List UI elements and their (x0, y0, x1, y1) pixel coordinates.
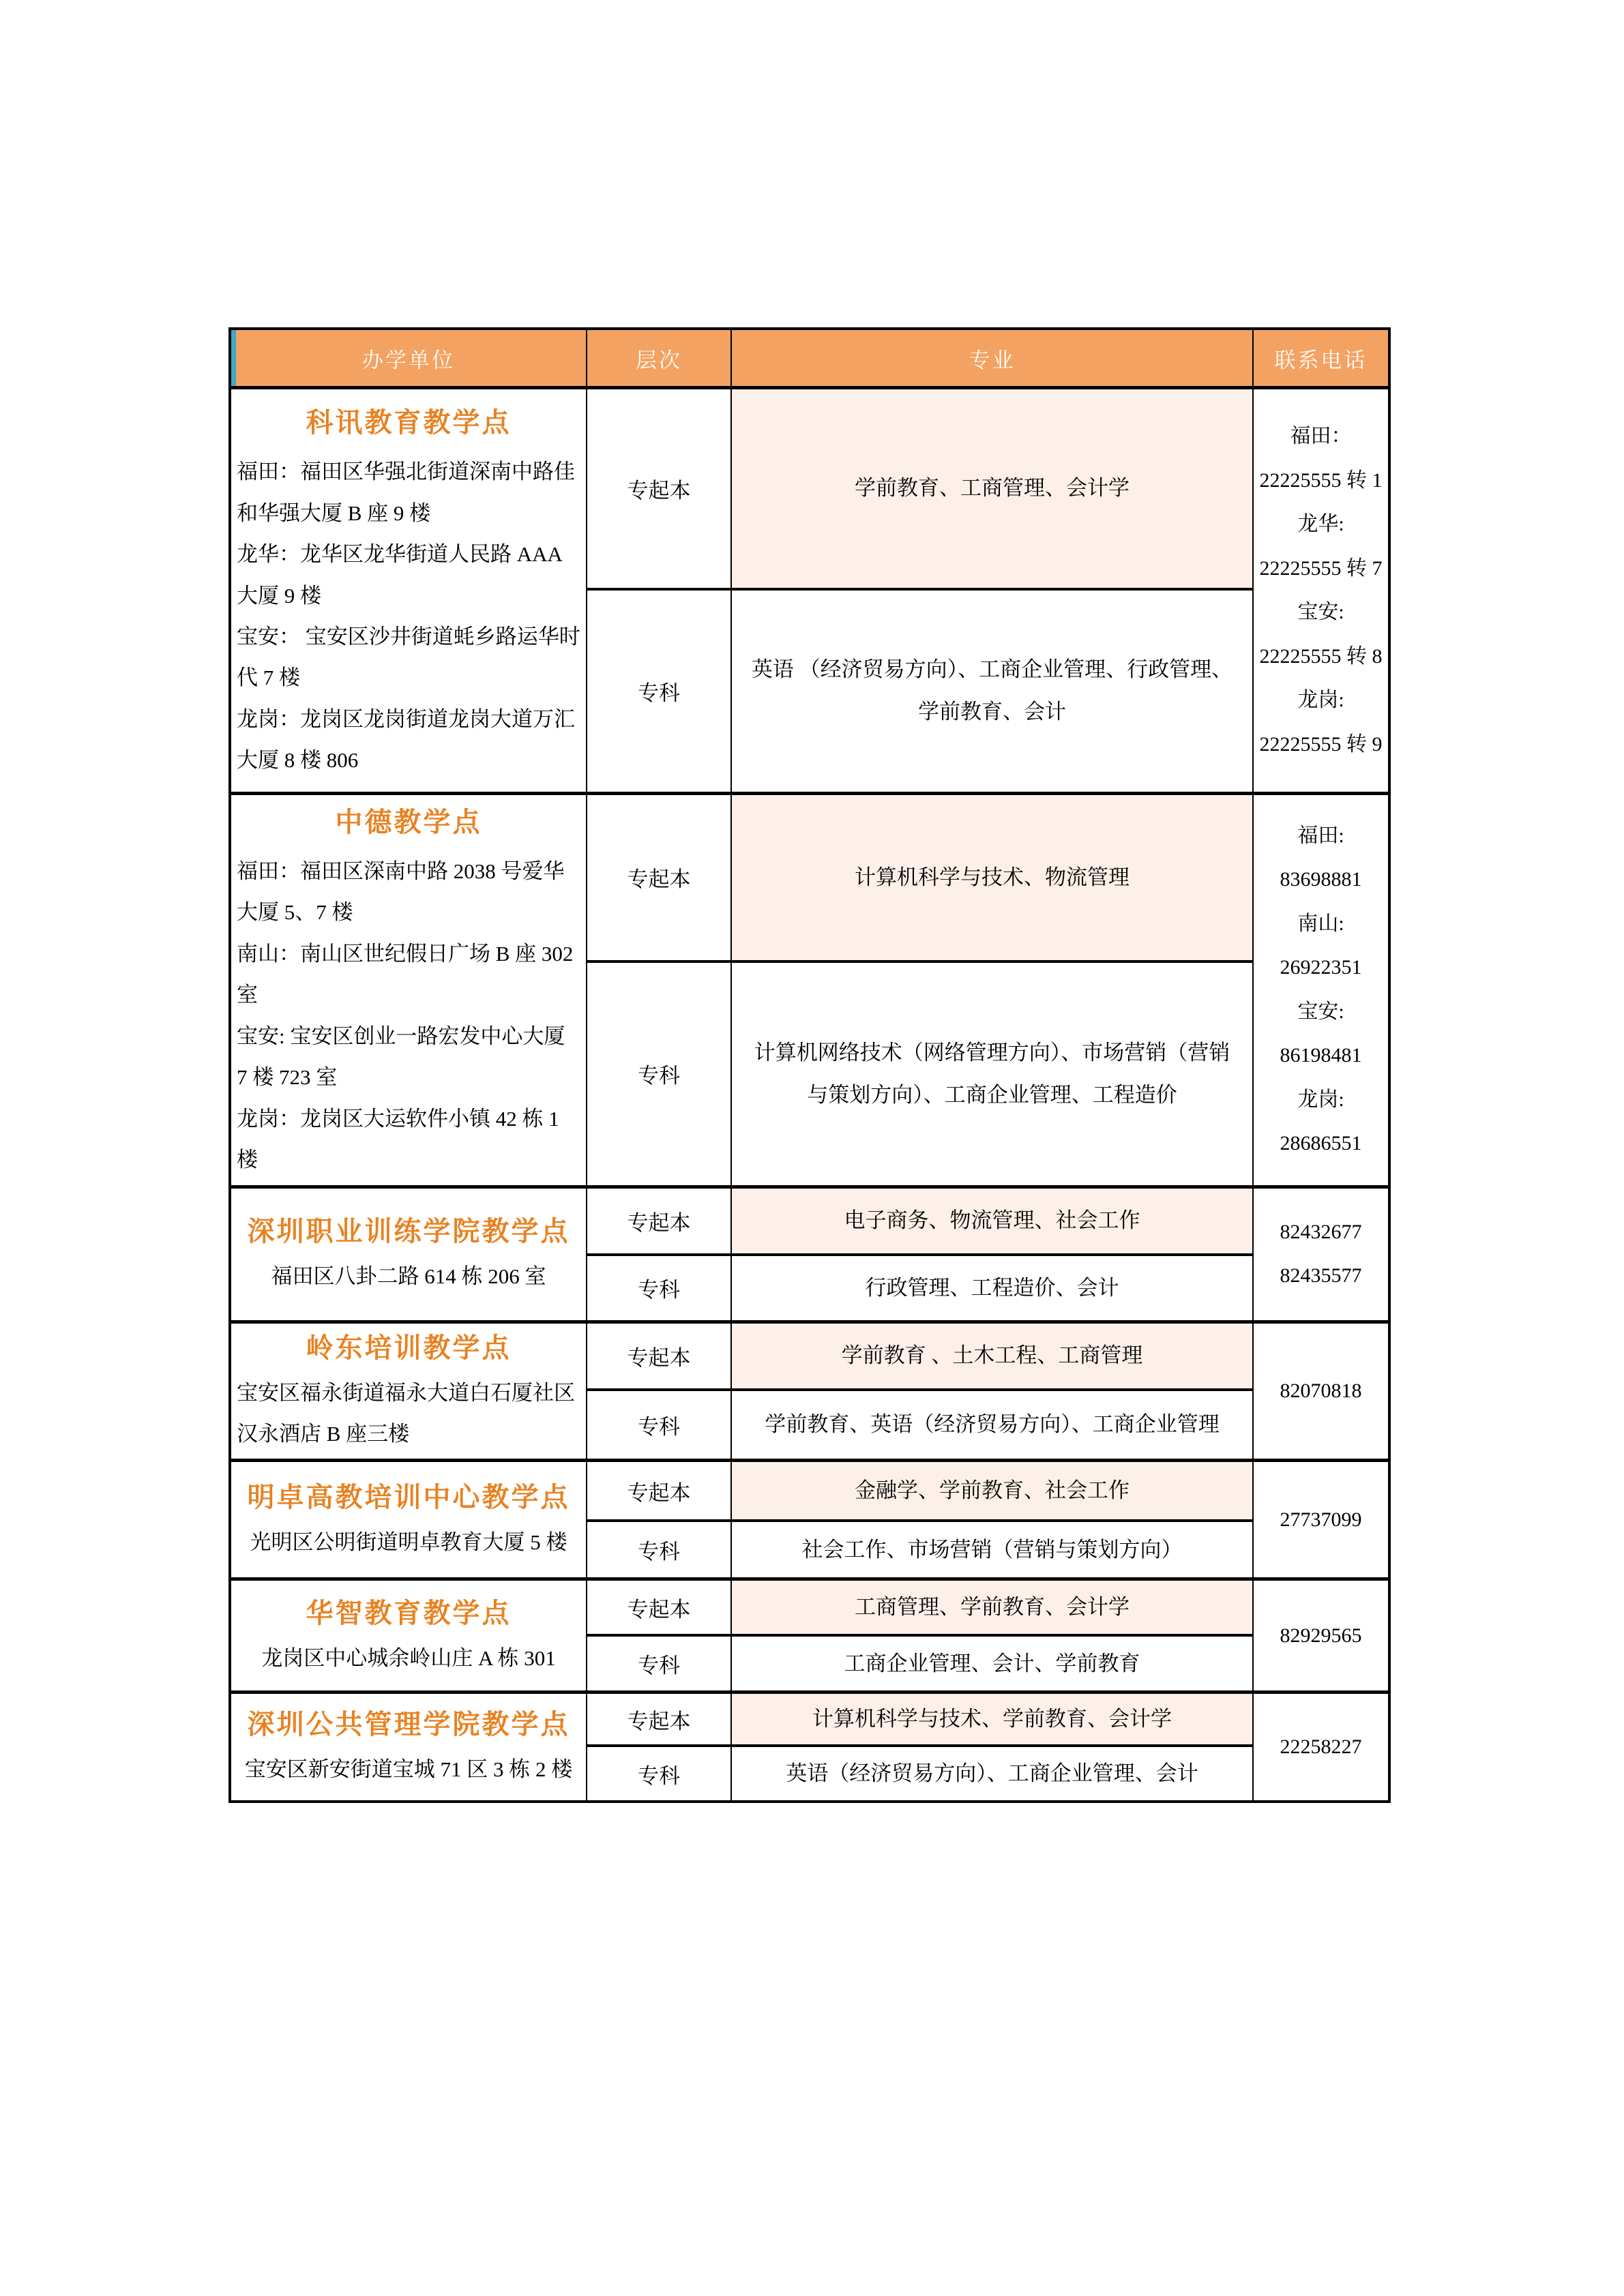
major-cell: 工商企业管理、会计、学前教育 (731, 1635, 1253, 1693)
level-cell: 专科 (587, 1746, 731, 1802)
phone-line: 82435577 (1280, 1264, 1362, 1287)
phone-cell (1253, 1461, 1389, 1579)
phone-line: 福田: (1297, 824, 1344, 847)
header-cell-phone (1253, 329, 1389, 388)
phone-line: 82929565 (1280, 1624, 1362, 1647)
table-row (230, 1322, 1389, 1390)
phone-line: 宝安: (1297, 1000, 1344, 1023)
unit-address: 宝安: 宝安区创业一路宏发中心大厦 7 楼 723 室 (237, 1024, 565, 1090)
major-cell: 社会工作、市场营销（营销与策划方向） (731, 1521, 1253, 1579)
unit-address: 龙岗区中心城余岭山庄 A 栋 301 (261, 1645, 556, 1670)
unit-cell (230, 1187, 587, 1322)
level-cell: 专起本 (587, 1187, 731, 1255)
header-label-level: 层次 (636, 348, 682, 372)
unit-address: 南山：南山区世纪假日广场 B 座 302 室 (237, 941, 574, 1007)
phone-line: 南山: (1297, 912, 1344, 935)
unit-address: 龙岗：龙岗区龙岗街道龙岗大道万汇大厦 8 楼 806 (237, 706, 575, 773)
unit-title: 中德教学点 (335, 807, 482, 837)
level-cell: 专科 (587, 1255, 731, 1322)
level-cell: 专科 (587, 1390, 731, 1461)
header-label-phone: 联系电话 (1274, 348, 1368, 372)
unit-title: 明卓高教培训中心教学点 (247, 1481, 570, 1512)
phone-line: 龙岗: (1297, 1088, 1344, 1111)
header-label-unit: 办学单位 (362, 348, 455, 372)
phone-line: 82070818 (1280, 1379, 1362, 1402)
phone-line: 22258227 (1280, 1735, 1362, 1759)
level-cell: 专起本 (587, 1322, 731, 1390)
unit-address: 福田：福田区深南中路 2038 号爱华大厦 5、7 楼 (237, 859, 565, 925)
phone-line: 86198481 (1280, 1044, 1362, 1067)
level-cell: 专起本 (587, 388, 731, 589)
phone-line: 82432677 (1280, 1220, 1362, 1243)
unit-title: 科讯教育教学点 (306, 407, 512, 438)
unit-address: 龙岗：龙岗区大运软件小镇 42 栋 1 楼 (237, 1106, 559, 1172)
unit-cell (230, 1461, 587, 1579)
table-row (230, 1693, 1389, 1746)
phone-cell (1253, 1693, 1389, 1802)
unit-title: 华智教育教学点 (306, 1597, 512, 1628)
unit-title: 深圳职业训练学院教学点 (247, 1215, 570, 1247)
major-cell: 学前教育、英语（经济贸易方向）、工商企业管理 (731, 1390, 1253, 1461)
unit-title: 深圳公共管理学院教学点 (247, 1709, 570, 1740)
unit-cell (230, 1322, 587, 1461)
table-row (230, 1187, 1389, 1255)
level-cell: 专起本 (587, 794, 731, 961)
phone-line: 28686551 (1280, 1132, 1362, 1155)
unit-cell (230, 1693, 587, 1802)
unit-address: 宝安： 宝安区沙井街道蚝乡路运华时代 7 楼 (237, 625, 580, 690)
phone-line: 龙华: (1297, 513, 1344, 535)
header-left-accent (231, 330, 236, 386)
phone-line: 26922351 (1280, 956, 1362, 979)
phone-line: 22225555 转 1 (1259, 468, 1383, 492)
header-cell-major (731, 329, 1253, 388)
phone-line: 22225555 转 9 (1259, 732, 1383, 756)
phone-cell (1253, 1579, 1389, 1693)
unit-cell (230, 388, 587, 794)
header-cell-unit (230, 329, 587, 388)
phone-line: 龙岗: (1297, 689, 1344, 711)
level-cell: 专科 (587, 961, 731, 1187)
table-row (230, 794, 1389, 961)
level-cell: 专科 (587, 589, 731, 794)
unit-address: 宝安区福永街道福永大道白石厦社区汉永酒店 B 座三楼 (237, 1380, 575, 1446)
major-cell: 计算机网络技术（网络管理方向）、市场营销（营销与策划方向）、工商企业管理、工程造价 (731, 961, 1253, 1187)
major-cell: 计算机科学与技术、学前教育、会计学 (731, 1693, 1253, 1746)
level-cell: 专科 (587, 1521, 731, 1579)
teaching-points-table (228, 327, 1388, 1803)
unit-address: 福田区八卦二路 614 栋 206 室 (271, 1264, 546, 1288)
level-cell: 专起本 (587, 1693, 731, 1746)
major-cell: 学前教育、工商管理、会计学 (731, 388, 1253, 589)
unit-cell (230, 794, 587, 1187)
unit-title: 岭东培训教学点 (306, 1332, 512, 1363)
phone-line: 22225555 转 8 (1259, 644, 1383, 668)
unit-address: 福田：福田区华强北街道深南中路佳和华强大厦 B 座 9 楼 (237, 460, 575, 525)
phone-line: 宝安: (1297, 601, 1344, 623)
header-cell-level (587, 329, 731, 388)
major-cell: 学前教育 、土木工程、工商管理 (731, 1322, 1253, 1390)
phone-line: 22225555 转 7 (1259, 556, 1383, 580)
level-cell: 专科 (587, 1635, 731, 1693)
major-cell: 计算机科学与技术、物流管理 (731, 794, 1253, 961)
phone-cell (1253, 794, 1389, 1187)
unit-address: 光明区公明街道明卓教育大厦 5 楼 (250, 1530, 567, 1554)
table-row (230, 1461, 1389, 1521)
table-header-row (230, 329, 1389, 388)
phone-cell (1253, 1322, 1389, 1461)
phone-line: 83698881 (1280, 868, 1362, 891)
header-label-major: 专业 (969, 348, 1016, 372)
phone-cell (1253, 1187, 1389, 1322)
unit-cell (230, 1579, 587, 1693)
major-cell: 英语（经济贸易方向）、工商企业管理、会计 (731, 1746, 1253, 1802)
level-cell: 专起本 (587, 1461, 731, 1521)
phone-line: 27737099 (1280, 1508, 1362, 1531)
major-cell: 行政管理、工程造价、会计 (731, 1255, 1253, 1322)
phone-line: 福田： (1290, 425, 1352, 447)
table-row (230, 1579, 1389, 1635)
unit-address: 龙华：龙华区龙华街道人民路 AAA 大厦 9 楼 (237, 542, 562, 608)
table-row (230, 388, 1389, 589)
major-cell: 英语 （经济贸易方向）、工商企业管理、行政管理、学前教育、会计 (731, 589, 1253, 794)
unit-address: 宝安区新安街道宝城 71 区 3 栋 2 楼 (244, 1757, 573, 1782)
major-cell: 金融学、学前教育、社会工作 (731, 1461, 1253, 1521)
table (228, 327, 1391, 1803)
major-cell: 工商管理、学前教育、会计学 (731, 1579, 1253, 1635)
major-cell: 电子商务、物流管理、社会工作 (731, 1187, 1253, 1255)
phone-cell (1253, 388, 1389, 794)
level-cell: 专起本 (587, 1579, 731, 1635)
